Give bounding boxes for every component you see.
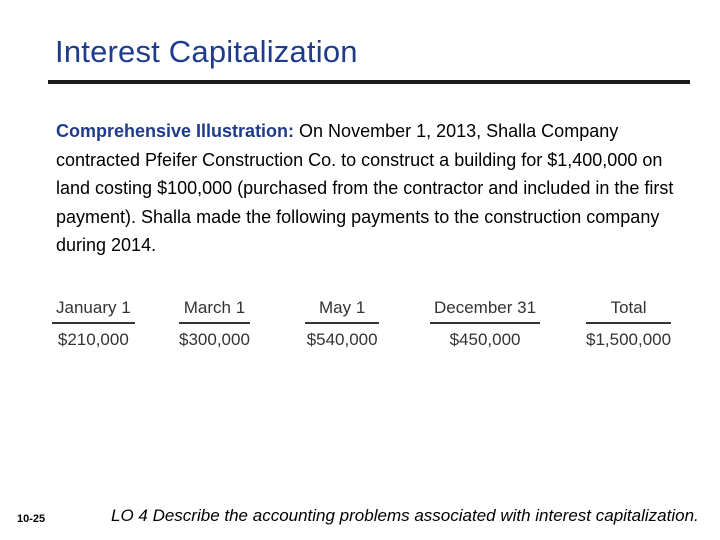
illustration-text	[56, 117, 696, 260]
slide-number: 10-25	[17, 513, 46, 525]
payment-date: December 31	[430, 296, 540, 324]
payment-amount: $300,000	[179, 330, 250, 349]
payment-column-may	[305, 296, 379, 350]
payment-amount: $450,000	[449, 330, 521, 349]
payment-amount: $1,500,000	[586, 330, 672, 349]
payment-date: Total	[586, 296, 671, 324]
payment-column-total	[586, 296, 671, 350]
learning-objective-footer: LO 4 Describe the accounting problems associated with interest capitalization.	[111, 506, 699, 525]
payment-column-december	[430, 296, 540, 350]
illustration-lead: Comprehensive Illustration:	[56, 121, 295, 141]
payment-date: January 1	[52, 296, 135, 324]
payment-date: March 1	[179, 296, 250, 324]
payment-date: May 1	[305, 296, 379, 324]
payment-amount: $210,000	[57, 330, 129, 349]
illustration-body: On November 1, 2013, Shalla Company contracted Pfeifer Construction Co. to construct a building for $1,400,000 on land costing $100,000 (purchased from the contractor and included in the first payment). Shalla made the following payments to the construction company during 2014.	[56, 121, 674, 256]
title-underline	[48, 80, 690, 84]
slide-title: Interest Capitalization	[55, 34, 358, 69]
payment-amount: $540,000	[306, 330, 378, 349]
payment-column-january	[52, 296, 135, 350]
payment-column-march	[179, 296, 250, 350]
